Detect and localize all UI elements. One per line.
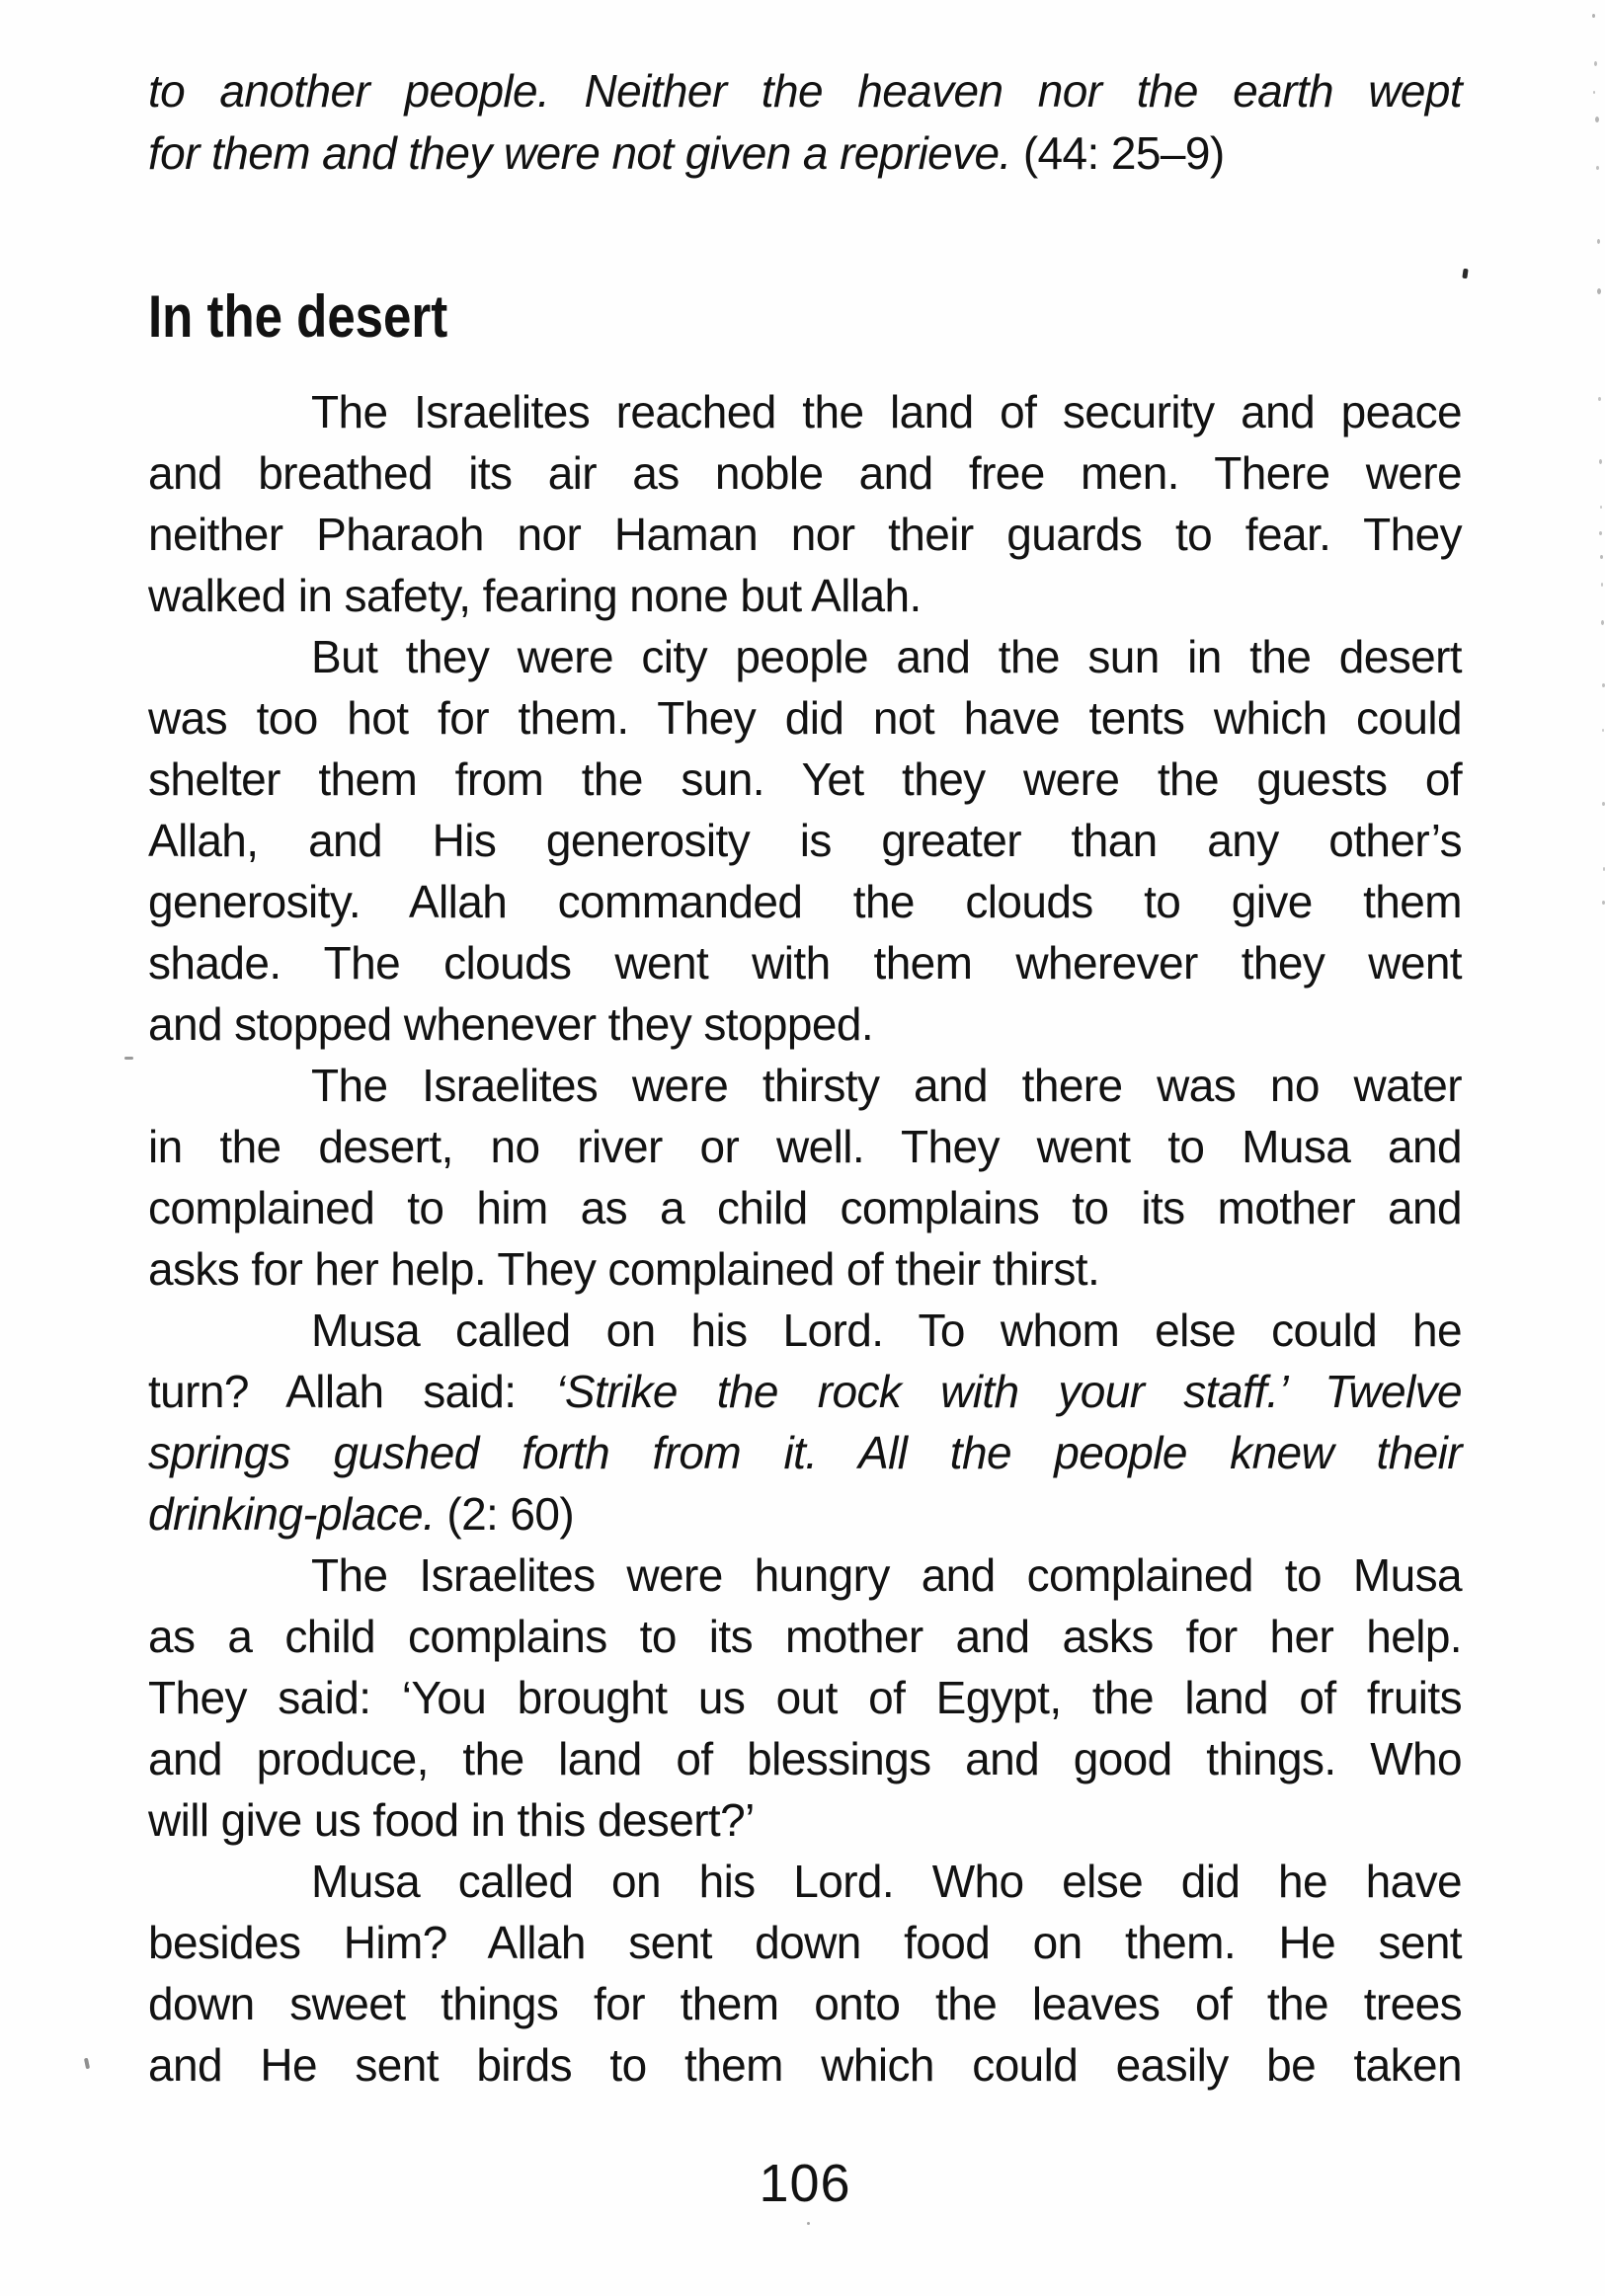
paragraph	[148, 1544, 1462, 1851]
roman-text-run: But they were city people and the sun in the desert	[311, 631, 1462, 682]
roman-text-run: and stopped whenever they stopped.	[148, 998, 874, 1050]
scan-speck	[1600, 555, 1603, 559]
scan-speck	[1597, 288, 1601, 294]
text-line	[148, 749, 1462, 810]
text-line	[148, 1422, 1462, 1483]
section-heading: In the desert	[148, 283, 448, 350]
scan-speck	[1601, 620, 1604, 625]
scan-speck	[1595, 117, 1599, 122]
text-line	[148, 1851, 1462, 1912]
roman-text-run: They said: ‘You brought us out of Egypt, the land of fruits	[148, 1672, 1462, 1723]
text-line	[148, 1055, 1462, 1116]
scan-speck	[1596, 166, 1599, 170]
roman-text-run: was too hot for them. They did not have tents which could	[148, 692, 1462, 744]
text-line	[148, 1606, 1462, 1667]
text-line	[148, 504, 1462, 565]
text-line	[148, 1116, 1462, 1177]
italic-text-run: drinking-place.	[148, 1488, 436, 1540]
scan-speck	[84, 2058, 90, 2070]
scan-speck	[1600, 506, 1602, 509]
text-line	[148, 381, 1462, 442]
italic-text-run: springs gushed forth from it. All the people knew their	[148, 1427, 1462, 1478]
roman-text-run: shelter them from the sun. Yet they were the guests of	[148, 753, 1462, 805]
scan-speck	[124, 1057, 133, 1060]
roman-text-run: The Israelites were thirsty and there was no water	[311, 1060, 1462, 1111]
roman-text-run: as a child complains to its mother and asks for her help.	[148, 1611, 1462, 1662]
roman-text-run: shade. The clouds went with them wherever they went	[148, 937, 1462, 989]
scan-speck	[807, 2222, 810, 2225]
text-line	[148, 810, 1462, 871]
scan-speck	[1594, 61, 1597, 66]
roman-text-run: Musa called on his Lord. Who else did he have	[311, 1856, 1462, 1907]
text-line	[148, 1238, 1462, 1300]
scan-speck	[1597, 239, 1600, 244]
roman-text-run: in the desert, no river or well. They went to Musa and	[148, 1121, 1462, 1172]
roman-text-run: walked in safety, fearing none but Allah.	[148, 570, 922, 621]
text-line	[148, 1300, 1462, 1361]
text-line	[148, 60, 1462, 122]
text-line	[148, 871, 1462, 932]
body-text	[148, 381, 1462, 2096]
roman-text-run: down sweet things for them onto the leaves of the trees	[148, 1978, 1462, 2029]
roman-text-run: and produce, the land of blessings and good things. Who	[148, 1733, 1462, 1784]
text-line	[148, 1361, 1462, 1422]
page-number: 106	[759, 2154, 851, 2213]
text-line	[148, 1483, 1462, 1544]
text-line	[148, 1177, 1462, 1238]
roman-text-run: asks for her help. They complained of their thirst.	[148, 1243, 1100, 1295]
scan-speck	[1592, 14, 1595, 18]
text-line	[148, 1667, 1462, 1728]
roman-text-run: Musa called on his Lord. To whom else could he	[311, 1305, 1462, 1356]
paragraph	[148, 1300, 1462, 1544]
text-line	[148, 122, 1462, 185]
paragraph	[148, 381, 1462, 626]
roman-text-run: turn? Allah said:	[148, 1366, 556, 1417]
text-line	[148, 442, 1462, 504]
italic-text-run: ‘Strike the rock with your staff.’ Twelve	[555, 1366, 1462, 1417]
text-line	[148, 565, 1462, 626]
text-line	[148, 1973, 1462, 2034]
scan-speck	[1593, 91, 1595, 94]
roman-text-run: generosity. Allah commanded the clouds to give them	[148, 876, 1462, 927]
roman-text-run: neither Pharaoh nor Haman nor their guards to fear. They	[148, 509, 1462, 560]
roman-text-run: and breathed its air as noble and free men. There were	[148, 447, 1462, 499]
opening-quote	[148, 60, 1462, 185]
roman-text-run: The Israelites reached the land of security and peace	[311, 386, 1462, 437]
roman-text-run: Allah, and His generosity is greater than any other’s	[148, 815, 1462, 866]
text-line	[148, 687, 1462, 749]
roman-text-run: The Israelites were hungry and complained to Musa	[311, 1549, 1462, 1601]
roman-text-run: (44: 25–9)	[1010, 127, 1225, 179]
scan-speck	[1598, 397, 1601, 401]
roman-text-run: (2: 60)	[435, 1488, 575, 1540]
paragraph	[148, 626, 1462, 1055]
text-line	[148, 1912, 1462, 1973]
roman-text-run: will give us food in this desert?’	[148, 1794, 755, 1846]
scan-speck	[1599, 459, 1602, 464]
italic-text-run: to another people. Neither the heaven nor the earth wept	[148, 65, 1462, 117]
roman-text-run: besides Him? Allah sent down food on them. He sent	[148, 1917, 1462, 1968]
paragraph	[148, 1055, 1462, 1300]
scan-speck	[1599, 531, 1602, 535]
roman-text-run: and He sent birds to them which could easily be taken	[148, 2039, 1462, 2091]
italic-text-run: for them and they were not given a reprieve.	[148, 127, 1011, 179]
text-line	[148, 993, 1462, 1055]
text-line	[148, 2034, 1462, 2096]
text-line	[148, 1789, 1462, 1851]
paragraph	[148, 1851, 1462, 2096]
scan-speck	[1602, 729, 1604, 732]
scan-speck	[1601, 583, 1603, 587]
text-line	[148, 626, 1462, 687]
text-line	[148, 932, 1462, 993]
roman-text-run: complained to him as a child complains to its mother and	[148, 1182, 1462, 1233]
text-line	[148, 1728, 1462, 1789]
scan-speck	[1462, 269, 1468, 279]
text-line	[148, 1544, 1462, 1606]
